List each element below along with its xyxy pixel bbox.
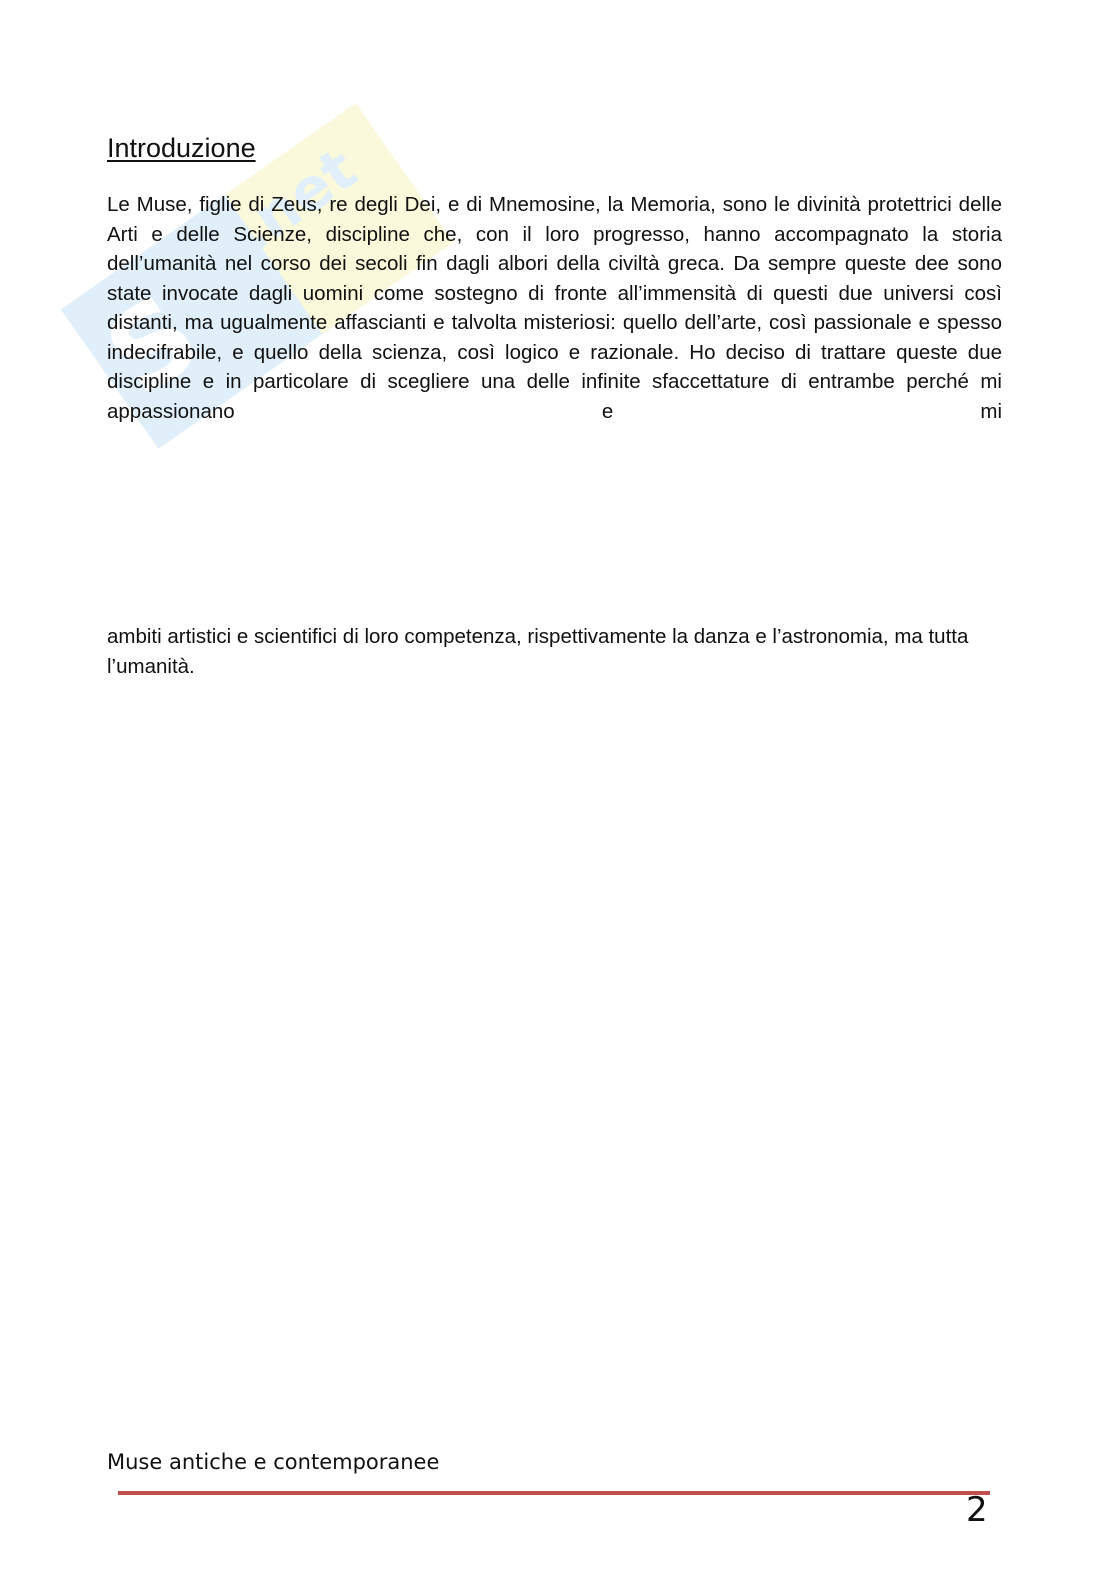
page-heading: Introduzione (107, 133, 256, 163)
footer-title: Muse antiche e contemporanee (107, 1450, 440, 1474)
svg-text:.net: .net (222, 134, 369, 266)
intro-paragraph-top: Le Muse, figlie di Zeus, re degli Dei, e di Mnemosine, la Memoria, sono le divinità protettrici delle Arti e delle Scienze, discipline che, con il loro progresso, hanno accompagnato la storia dell’umanità nel corso dei secoli fin dagli albori della civiltà greca. Da sempre queste dee sono state invocate dagli uomini come sostegno di fronte all’immensità di questi due universi così distanti, ma ugualmente affascianti e talvolta misteriosi: quello dell’arte, così passionale e spesso indecifrabile, e quello della scienza, così logico e razionale. Ho deciso di trattare queste due discipline e in particolare di scegliere una delle infinite sfaccettature di entrambe perché mi appassionano e mi (107, 193, 1002, 423)
page-number: 2 (966, 1490, 988, 1530)
intro-paragraph-bottom: ambiti artistici e scientifici di loro competenza, rispettivamente la danza e l’astronomia, ma tutta l’umanità. (107, 625, 969, 678)
footer-divider (118, 1491, 990, 1495)
svg-text:S: S (83, 270, 222, 421)
